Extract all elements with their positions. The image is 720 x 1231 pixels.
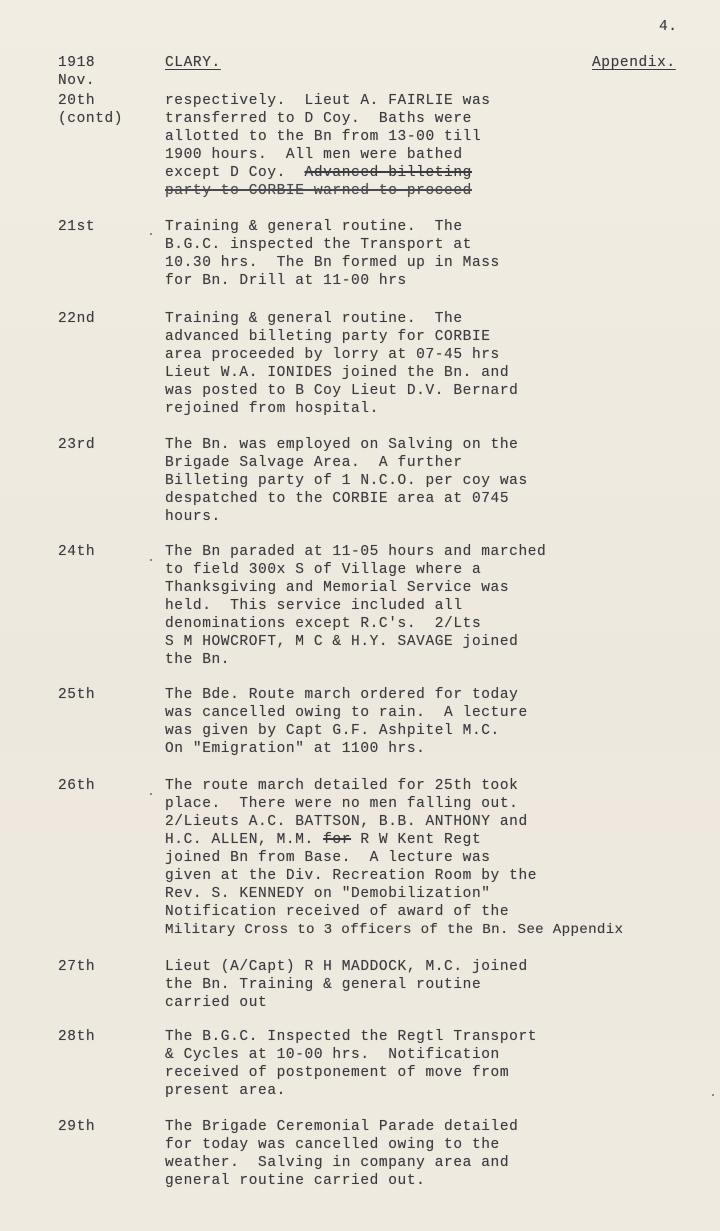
- entry-line: The B.G.C. Inspected the Regtl Transport: [165, 1029, 538, 1045]
- entry-date: 21st: [58, 219, 96, 235]
- entry-line: transferred to D Coy. Baths were: [165, 111, 472, 127]
- entry-line-with-strikeout: [165, 164, 472, 182]
- entry-line: the Bn. Training & general routine: [165, 977, 482, 993]
- entry-line: allotted to the Bn from 13-00 till: [165, 129, 482, 145]
- entry-line: held. This service included all: [165, 598, 463, 614]
- header-place: CLARY.: [165, 55, 221, 71]
- entry-line: respectively. Lieut A. FAIRLIE was: [165, 93, 491, 109]
- entry-line: Training & general routine. The: [165, 219, 463, 235]
- entry-line: Lieut W.A. IONIDES joined the Bn. and: [165, 365, 510, 381]
- entry-line: for today was cancelled owing to the: [165, 1137, 500, 1153]
- entry-line: place. There were no men falling out.: [165, 796, 519, 812]
- entry-line-plain: H.C. ALLEN, M.M.: [165, 832, 324, 848]
- entry-date-note: (contd): [58, 111, 124, 127]
- entry-date: 29th: [58, 1119, 96, 1135]
- header-appendix: Appendix.: [592, 55, 676, 71]
- entry-line: received of postponement of move from: [165, 1065, 510, 1081]
- entry-line: 10.30 hrs. The Bn formed up in Mass: [165, 255, 500, 271]
- entry-line: Lieut (A/Capt) R H MADDOCK, M.C. joined: [165, 959, 528, 975]
- entry-line: S M HOWCROFT, M C & H.Y. SAVAGE joined: [165, 634, 519, 650]
- margin-mark: [712, 1094, 714, 1096]
- entry-line: Rev. S. KENNEDY on "Demobilization": [165, 886, 491, 902]
- entry-line: 1900 hours. All men were bathed: [165, 147, 463, 163]
- entry-line: Training & general routine. The: [165, 311, 463, 327]
- entry-date: 24th: [58, 544, 96, 560]
- entry-line: the Bn.: [165, 652, 231, 668]
- entry-line: On "Emigration" at 1100 hrs.: [165, 741, 426, 757]
- entry-date: 25th: [58, 687, 96, 703]
- header-month: Nov.: [58, 73, 96, 89]
- entry-line: carried out: [165, 995, 268, 1011]
- entry-line: was given by Capt G.F. Ashpitel M.C.: [165, 723, 500, 739]
- entry-line: joined Bn from Base. A lecture was: [165, 850, 491, 866]
- entry-line: area proceeded by lorry at 07-45 hrs: [165, 347, 500, 363]
- entry-line: Billeting party of 1 N.C.O. per coy was: [165, 473, 528, 489]
- struck-text: Advanced billeting: [304, 165, 472, 181]
- entry-line-with-strikeout: [165, 831, 481, 849]
- entry-line: The Bn. was employed on Salving on the: [165, 437, 519, 453]
- struck-text: for: [323, 832, 352, 848]
- entry-line: Notification received of award of the: [165, 904, 510, 920]
- entry-line: was posted to B Coy Lieut D.V. Bernard: [165, 383, 519, 399]
- entry-line: The route march detailed for 25th took: [165, 778, 519, 794]
- entry-line: general routine carried out.: [165, 1173, 426, 1189]
- entry-line: Brigade Salvage Area. A further: [165, 455, 463, 471]
- entry-line-plain: except D Coy.: [165, 165, 305, 181]
- entry-line: given at the Div. Recreation Room by the: [165, 868, 538, 884]
- entry-line: Thanksgiving and Memorial Service was: [165, 580, 510, 596]
- entry-line: The Brigade Ceremonial Parade detailed: [165, 1119, 519, 1135]
- margin-mark: [150, 233, 152, 235]
- entry-line: to field 300x S of Village where a: [165, 562, 482, 578]
- entry-date: 27th: [58, 959, 96, 975]
- entry-line: B.G.C. inspected the Transport at: [165, 237, 472, 253]
- entry-line: The Bn paraded at 11-05 hours and marched: [165, 544, 547, 560]
- entry-line: The Bde. Route march ordered for today: [165, 687, 519, 703]
- entry-line-after-strike: R W Kent Regt: [351, 832, 482, 848]
- entry-line: was cancelled owing to rain. A lecture: [165, 705, 528, 721]
- margin-mark: [150, 793, 152, 795]
- entry-line: rejoined from hospital.: [165, 401, 379, 417]
- entry-line: & Cycles at 10-00 hrs. Notification: [165, 1047, 500, 1063]
- entry-line: Military Cross to 3 officers of the Bn. See Appendix: [165, 922, 624, 938]
- page-number: 4.: [659, 19, 678, 35]
- entry-date: 26th: [58, 778, 96, 794]
- entry-date: 22nd: [58, 311, 96, 327]
- entry-date: 28th: [58, 1029, 96, 1045]
- entry-line: for Bn. Drill at 11-00 hrs: [165, 273, 407, 289]
- entry-line: weather. Salving in company area and: [165, 1155, 510, 1171]
- entry-line: 2/Lieuts A.C. BATTSON, B.B. ANTHONY and: [165, 814, 528, 830]
- entry-line: despatched to the CORBIE area at 0745: [165, 491, 510, 507]
- struck-line: party to CORBIE warned to proceed: [165, 183, 472, 199]
- entry-date: 20th: [58, 93, 96, 109]
- margin-mark: [150, 559, 152, 561]
- entry-line: denominations except R.C's. 2/Lts: [165, 616, 482, 632]
- entry-line: advanced billeting party for CORBIE: [165, 329, 491, 345]
- entry-date: 23rd: [58, 437, 96, 453]
- entry-line: present area.: [165, 1083, 286, 1099]
- header-year: 1918: [58, 55, 96, 71]
- entry-line: hours.: [165, 509, 221, 525]
